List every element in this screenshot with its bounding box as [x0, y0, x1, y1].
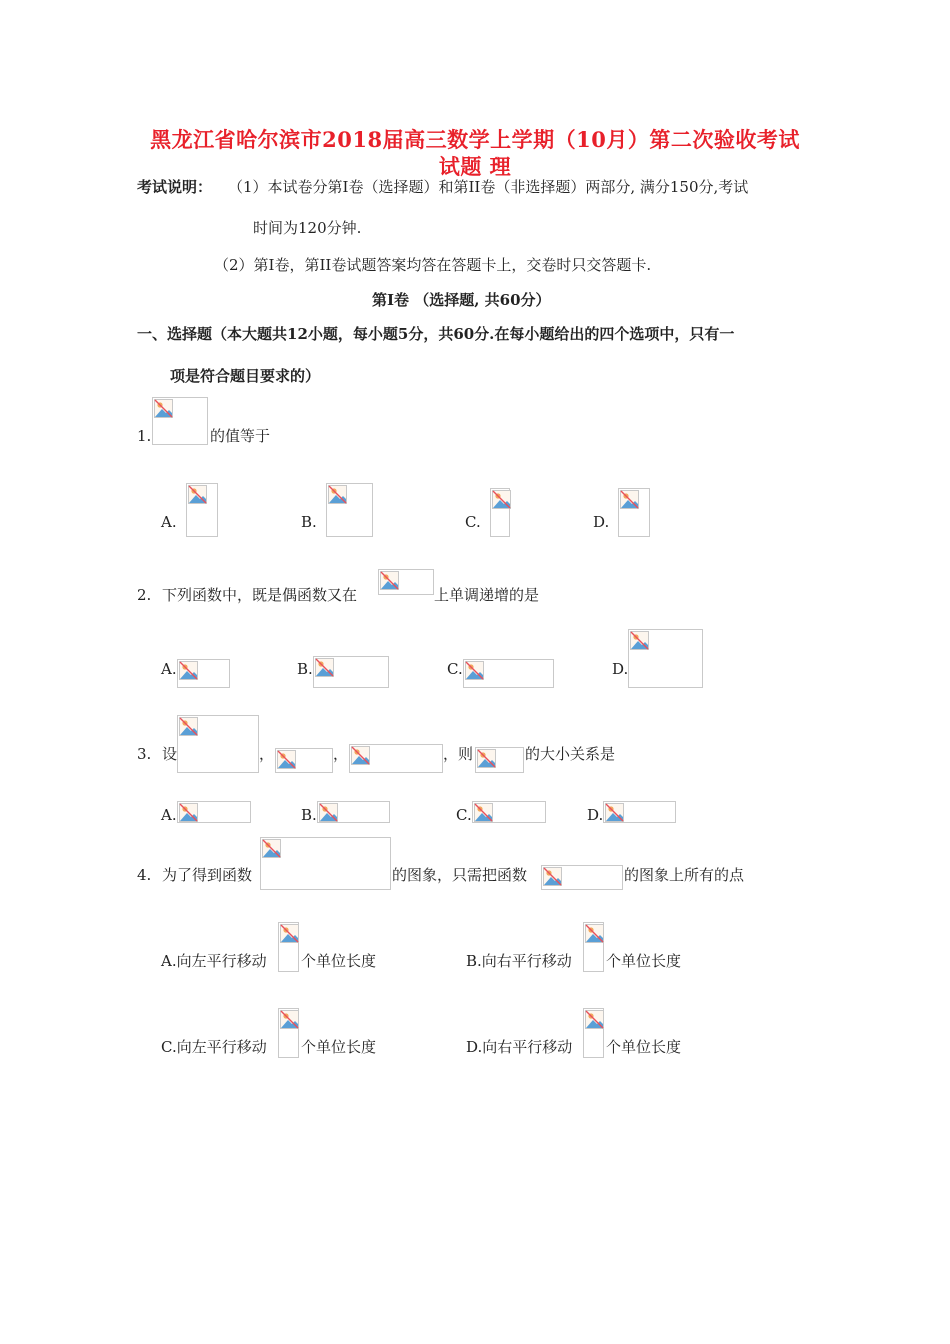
- q1-option-c-label[interactable]: C.: [465, 513, 481, 531]
- broken-image-icon: [351, 746, 370, 765]
- q3-option-d-label[interactable]: D.: [587, 806, 604, 824]
- broken-image-icon: [620, 490, 639, 509]
- q2-interval-image: [378, 569, 434, 595]
- q1-option-c-image: [490, 488, 510, 537]
- q2-option-c-image: [463, 659, 554, 688]
- q3-number: 3.: [137, 745, 152, 763]
- broken-image-icon: [630, 631, 649, 650]
- broken-image-icon: [280, 924, 299, 943]
- q1-formula-image: [152, 397, 208, 445]
- broken-image-icon: [154, 399, 173, 418]
- broken-image-icon: [179, 661, 198, 680]
- q3-option-c-label[interactable]: C.: [456, 806, 472, 824]
- broken-image-icon: [492, 490, 511, 509]
- q3-comma-2: ，: [333, 745, 349, 763]
- broken-image-icon: [474, 803, 493, 822]
- q4-number: 4.: [137, 866, 152, 884]
- q1-text: 的值等于: [210, 427, 271, 445]
- instructions-item2: （2）第I卷，第II卷试题答案均答在答题卡上，交卷时只交答题卡.: [214, 256, 652, 274]
- q3-b-value-image: [275, 748, 333, 773]
- q2-option-a-image: [177, 659, 230, 688]
- q4-option-d-image: [583, 1008, 604, 1058]
- q2-text-tail: 上单调递增的是: [434, 586, 540, 604]
- q4-option-b-unit: 个单位长度: [606, 952, 682, 970]
- broken-image-icon: [280, 1010, 299, 1029]
- q3-text-tail: 的大小关系是: [525, 745, 616, 763]
- q3-comma-1: ，: [259, 745, 275, 763]
- broken-image-icon: [262, 839, 281, 858]
- q3-option-a-image: [177, 801, 251, 823]
- broken-image-icon: [477, 749, 496, 768]
- broken-image-icon: [179, 717, 198, 736]
- q1-option-a-label[interactable]: A.: [161, 513, 177, 531]
- q4-option-b-text[interactable]: B.向右平行移动: [466, 952, 572, 970]
- q2-option-b-label[interactable]: B.: [297, 660, 313, 678]
- broken-image-icon: [585, 1010, 604, 1029]
- q3-text: 设: [162, 745, 178, 763]
- q3-option-a-label[interactable]: A.: [161, 806, 177, 824]
- broken-image-icon: [605, 803, 624, 822]
- q4-text-mid: 的图象，只需把函数: [392, 866, 528, 884]
- doc-title-line2: 试题 理: [438, 154, 512, 179]
- broken-image-icon: [465, 661, 484, 680]
- q3-option-b-label[interactable]: B.: [301, 806, 317, 824]
- section-heading: 第I卷 （选择题, 共60分）: [372, 291, 551, 309]
- broken-image-icon: [179, 803, 198, 822]
- q4-option-d-unit: 个单位长度: [606, 1038, 682, 1056]
- q3-option-b-image: [317, 801, 390, 823]
- q1-option-b-label[interactable]: B.: [301, 513, 317, 531]
- q4-option-a-text[interactable]: A.向左平行移动: [161, 952, 267, 970]
- q1-option-d-image: [618, 488, 650, 537]
- broken-image-icon: [543, 867, 562, 886]
- q4-option-c-unit: 个单位长度: [301, 1038, 377, 1056]
- q2-option-c-label[interactable]: C.: [447, 660, 463, 678]
- q3-abc-image: [475, 747, 524, 773]
- broken-image-icon: [188, 485, 207, 504]
- instructions-item1: （1）本试卷分第I卷（选择题）和第II卷（非选择题）两部分, 满分150分,考试: [228, 178, 749, 196]
- q1-option-d-label[interactable]: D.: [593, 513, 610, 531]
- broken-image-icon: [319, 803, 338, 822]
- q1-option-b-image: [326, 483, 373, 537]
- q3-option-c-image: [472, 801, 546, 823]
- part-instructions-line2: 项是符合题目要求的）: [170, 367, 321, 385]
- q2-option-b-image: [313, 656, 389, 688]
- broken-image-icon: [380, 571, 399, 590]
- q4-source-function-image: [541, 865, 623, 890]
- q4-option-c-image: [278, 1008, 299, 1058]
- doc-title-line1: 黑龙江省哈尔滨市2018届高三数学上学期（10月）第二次验收考试: [150, 127, 800, 152]
- q3-c-value-image: [349, 744, 443, 773]
- q4-option-a-image: [278, 922, 299, 972]
- broken-image-icon: [328, 485, 347, 504]
- q4-target-function-image: [260, 837, 391, 890]
- q2-option-a-label[interactable]: A.: [161, 660, 177, 678]
- q4-option-a-unit: 个单位长度: [301, 952, 377, 970]
- q1-number: 1.: [137, 427, 152, 445]
- q2-option-d-label[interactable]: D.: [612, 660, 629, 678]
- part-instructions-line1: 一、选择题（本大题共12小题，每小题5分，共60分.在每小题给出的四个选项中，只有一: [137, 325, 735, 343]
- q3-then: ，则: [443, 745, 474, 763]
- instructions-item1-cont: 时间为120分钟.: [253, 219, 362, 237]
- broken-image-icon: [277, 750, 296, 769]
- broken-image-icon: [585, 924, 604, 943]
- q2-number: 2.: [137, 586, 152, 604]
- q4-option-d-text[interactable]: D.向右平行移动: [466, 1038, 573, 1056]
- broken-image-icon: [315, 658, 334, 677]
- q1-option-a-image: [186, 483, 218, 537]
- q2-text: 下列函数中，既是偶函数又在: [162, 586, 358, 604]
- q3-a-value-image: [177, 715, 259, 773]
- q4-text: 为了得到函数: [162, 866, 253, 884]
- q2-option-d-image: [628, 629, 703, 688]
- q3-option-d-image: [603, 801, 676, 823]
- q4-option-b-image: [583, 922, 604, 972]
- q4-option-c-text[interactable]: C.向左平行移动: [161, 1038, 267, 1056]
- instructions-label: 考试说明：: [137, 178, 213, 196]
- q4-text-tail: 的图象上所有的点: [624, 866, 745, 884]
